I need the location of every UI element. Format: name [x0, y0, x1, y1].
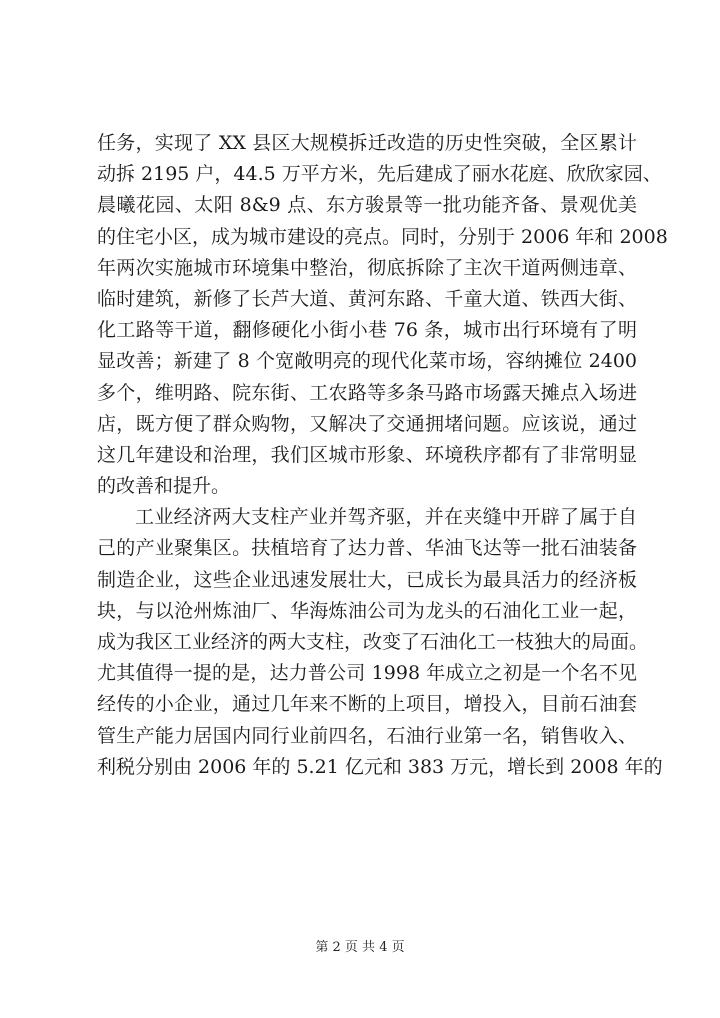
text-line: 这几年建设和治理，我们区城市形象、环境秩序都有了非常明显 — [97, 443, 637, 466]
text-line: 管生产能力居国内同行业前四名，石油行业第一名，销售收入、 — [97, 724, 637, 747]
text-line: 块，与以沧州炼油厂、华海炼油公司为龙头的石油化工业一起， — [97, 599, 637, 622]
paragraph-2 — [97, 502, 663, 783]
text-line: 年两次实施城市环境集中整治，彻底拆除了主次干道两侧违章、 — [97, 256, 637, 279]
text-line: 尤其值得一提的是，达力普公司 1998 年成立之初是一个名不见 — [97, 662, 637, 685]
text-line: 显改善；新建了 8 个宽敞明亮的现代化菜市场，容纳摊位 2400 — [97, 350, 637, 373]
text-line: 利税分别由 2006 年的 5.21 亿元和 383 万元，增长到 2008 年的 — [97, 755, 663, 778]
text-line: 化工路等干道，翻修硬化小街小巷 76 条，城市出行环境有了明 — [97, 319, 637, 342]
text-line: 晨曦花园、太阳 8&9 点、东方骏景等一批功能齐备、景观优美 — [97, 194, 637, 217]
text-line: 动拆 2195 户，44.5 万平方米，先后建成了丽水花庭、欣欣家园、 — [97, 163, 662, 186]
page-footer: 第 2 页 共 4 页 — [315, 940, 405, 955]
text-line: 经传的小企业，通过几年来不断的上项目，增投入，目前石油套 — [97, 693, 637, 716]
text-line: 任务，实现了 XX 县区大规模拆迁改造的历史性突破，全区累计 — [97, 132, 637, 154]
text-line: 临时建筑，新修了长芦大道、黄河东路、千童大道、铁西大街、 — [97, 287, 637, 310]
paragraph-1 — [97, 128, 668, 502]
text-line: 己的产业聚集区。扶植培育了达力普、华油飞达等一批石油装备 — [97, 537, 637, 560]
text-line: 的住宅小区，成为城市建设的亮点。同时，分别于 2006 年和 2008 — [97, 225, 668, 248]
text-line: 制造企业，这些企业迅速发展壮大，已成长为最具活力的经济板 — [97, 568, 637, 591]
body-text — [97, 128, 668, 783]
text-line: 的改善和提升。 — [97, 475, 231, 498]
text-line: 成为我区工业经济的两大支柱，改变了石油化工一枝独大的局面。 — [97, 631, 649, 653]
text-line: 多个，维明路、院东街、工农路等多条马路市场露天摊点入场进 — [97, 381, 637, 404]
text-line: 店，既方便了群众购物，又解决了交通拥堵问题。应该说，通过 — [97, 412, 637, 435]
text-line: 工业经济两大支柱产业并驾齐驱，并在夹缝中开辟了属于自 — [135, 506, 637, 529]
